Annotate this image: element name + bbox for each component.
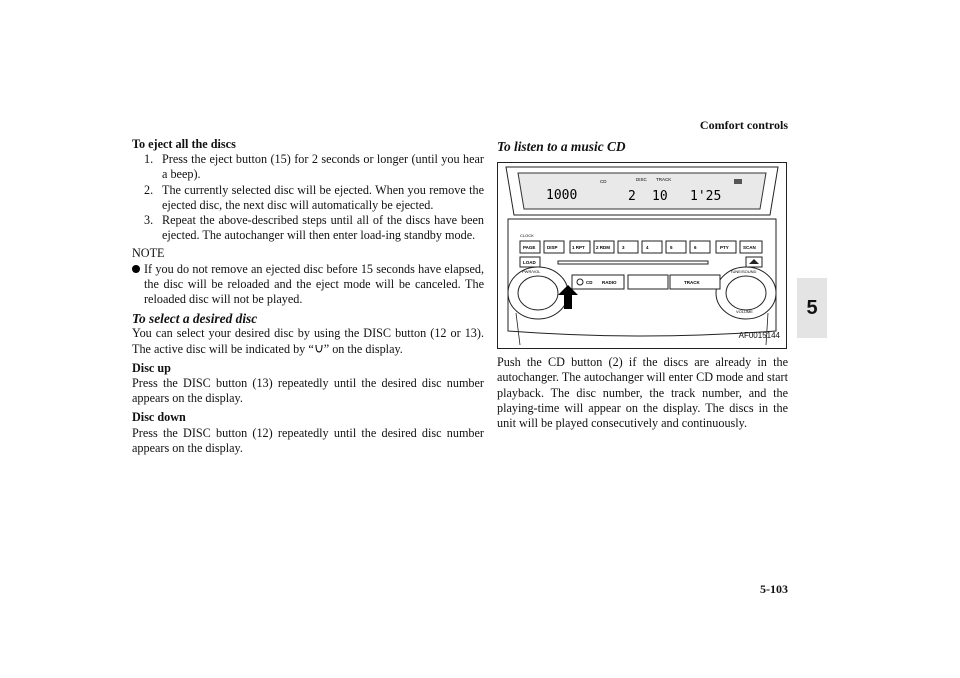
step-text: Repeat the above-described steps until all of the discs have been ejected. The autochanger will then enter load-ing standby mode. [162,213,484,243]
track-label: TRACK [684,280,700,286]
disc-down-text: Press the DISC button (12) repeatedly until the desired disc number appears on the display. [132,425,484,455]
blank-panel [628,275,668,289]
listen-text: Push the CD button (2) if the discs are already in the autochanger. The autochanger will enter CD mode and start playback. The disc number, the track number, and the playing-time will appear on the display. The discs in the unit will be played consecutively and continuously. [497,355,788,431]
disc-down-heading: Disc down [132,410,186,425]
note-text: If you do not remove an ejected disc before 15 seconds have elapsed, the disc will be reloaded and the eject mode will be canceled. The reloaded disc will not be played. [144,261,484,307]
step-text: The currently selected disc will be ejected. When you remove the ejected disc, the next disc will automatically be ejected. [162,182,484,212]
disc-indicator-icon [314,344,324,354]
clock-label: CLOCK [520,233,534,239]
preset-4-button[interactable] [642,241,662,253]
figure-code: AF0015144 [738,331,780,340]
disc-slot [558,261,708,264]
radio-label: RADIO [602,280,617,286]
display-track-number: 10 [652,189,668,205]
page-label: PAGE [523,245,536,251]
scan-label: SCAN [743,245,756,251]
select-text-part: You can select your desired disc by using the DISC button (12 or 13). The active disc will be indicated by “ [132,326,484,356]
left-column [132,137,484,456]
preset-5-label: 5 [670,245,673,251]
chapter-tab: 5 [797,278,827,338]
radio-cd-illustration [497,162,787,349]
preset-5-button[interactable] [666,241,686,253]
volume-label: VOLUME [736,309,753,315]
display-disc-number: 2 [628,189,636,205]
select-disc-heading: To select a desired disc [132,311,258,327]
disp-label: DISP [547,245,558,251]
preset-4-label: 4 [646,245,649,251]
step-text: Press the eject button (15) for 2 seconds or longer (until you hear a beep). [162,152,484,182]
step-number: 3. [144,213,154,228]
disc-up-text: Press the DISC button (13) repeatedly until the desired disc number appears on the display. [132,376,484,406]
preset-6-button[interactable] [690,241,710,253]
display-track-label: TRACK [656,177,672,183]
preset-6-label: 6 [694,245,697,251]
step-2 [132,183,484,213]
pty-label: PTY [720,245,729,251]
page-number: 5-103 [760,582,788,596]
display-clock: 1000 [546,188,578,204]
display-disc-label: DISC [636,177,647,183]
step-1 [132,152,484,182]
preset-2-label: 2 RDM [596,245,611,251]
select-disc-text [132,326,484,356]
audio-unit-diagram [498,163,786,348]
disc-up-heading: Disc up [132,360,171,375]
note-item [132,262,484,308]
preset-1-label: 1 RPT [572,245,585,251]
step-number: 1. [144,152,154,167]
listen-heading: To listen to a music CD [497,139,626,154]
preset-3-button[interactable] [618,241,638,253]
right-column [497,137,788,431]
bullet-icon [132,265,140,273]
header-title: Comfort controls [699,118,788,132]
display-cd-label: CD [600,179,607,185]
display-time: 1'25 [690,189,722,205]
select-text-part: ” on the display. [323,341,403,356]
step-number: 2. [144,182,154,197]
eject-heading: To eject all the discs [132,137,236,151]
step-3 [132,213,484,243]
note-label: NOTE [132,246,165,261]
pwr-vol-label: PWR/VOL [522,269,541,275]
preset-3-label: 3 [622,245,625,251]
load-label: LOAD [523,260,536,266]
cd-button[interactable] [577,279,583,285]
tune-sound-label: TUNE/SOUND [730,269,757,275]
cd-label: CD [586,280,593,286]
disc-indicator [734,179,742,184]
